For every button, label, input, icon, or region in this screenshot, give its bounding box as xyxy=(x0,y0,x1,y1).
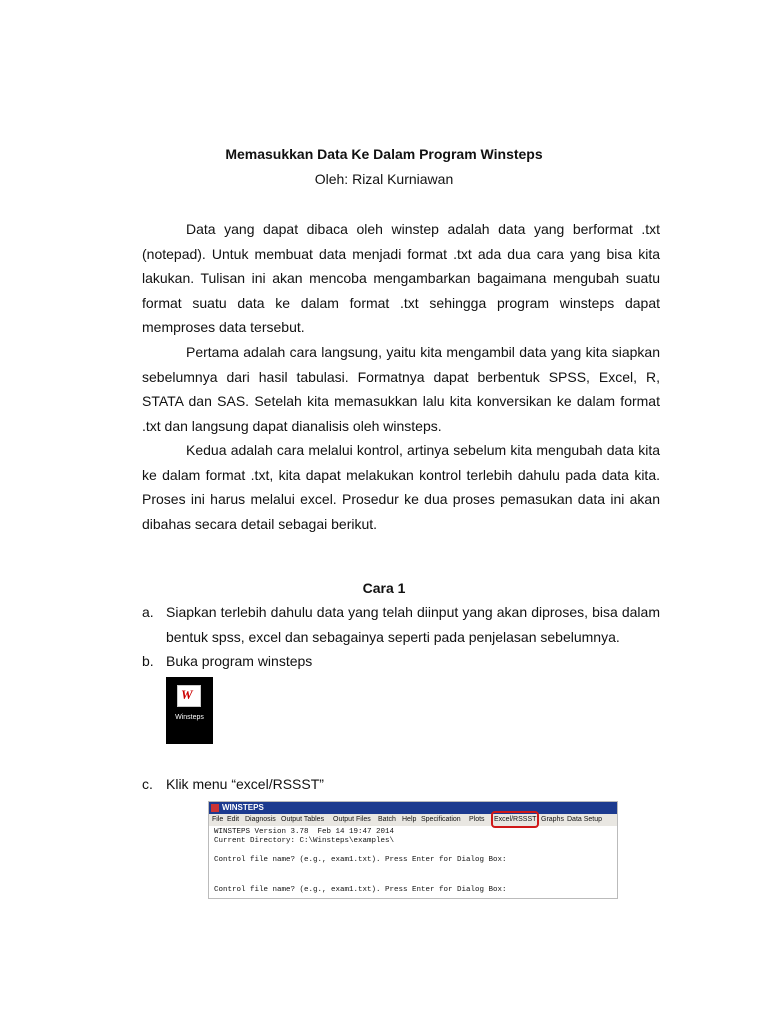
menu-specification[interactable]: Specification xyxy=(421,816,461,823)
winsteps-desktop-icon xyxy=(166,677,213,744)
menu-output-files[interactable]: Output Files xyxy=(333,816,371,823)
menu-bar xyxy=(209,814,617,826)
document-title: Memasukkan Data Ke Dalam Program Winsteps xyxy=(225,146,543,162)
console-line-prompt: Control file name? (e.g., exam1.txt). Press Enter for Dialog Box: xyxy=(214,856,507,864)
step-letter: b. xyxy=(142,653,154,669)
winsteps-screenshot xyxy=(208,801,618,899)
menu-graphs[interactable]: Graphs xyxy=(541,816,564,823)
menu-help[interactable]: Help xyxy=(402,816,417,823)
console-line-prompt: Control file name? (e.g., exam1.txt). Press Enter for Dialog Box: xyxy=(214,886,507,894)
section-title: Cara 1 xyxy=(362,580,406,596)
step-text: Buka program winsteps xyxy=(166,653,313,669)
menu-data-setup[interactable]: Data Setup xyxy=(567,816,603,823)
paragraph-1: Data yang dapat dibaca oleh winstep adalah data yang berformat .txt (notepad). Untuk membuat data menjadi format .txt ada dua cara yang bisa kita lakukan. Tulisan ini akan mencoba mengambarkan bagaimana mengubah suatu format suatu data ke dalam format .txt sehingga program winsteps dapat memproses data tersebut. xyxy=(142,221,660,335)
step-letter: a. xyxy=(142,604,154,620)
menu-output-tables[interactable]: Output Tables xyxy=(281,816,325,823)
highlight-box xyxy=(491,811,539,828)
window-titlebar xyxy=(209,802,617,814)
winsteps-app-icon: W xyxy=(177,685,201,707)
window-title: WINSTEPS xyxy=(222,803,264,812)
menu-diagnosis[interactable]: Diagnosis xyxy=(245,816,276,823)
step-letter: c. xyxy=(142,776,153,792)
paragraph-3: Kedua adalah cara melalui kontrol, artinya sebelum kita mengubah data kita ke dalam format .txt, kita dapat melakukan kontrol terlebih dahulu pada data kita. Proses ini harus melalui excel. Prosedur ke dua proses pemasukan data ini akan dibahas secara detail sebagai berikut. xyxy=(142,442,660,532)
menu-file[interactable]: File xyxy=(212,816,224,823)
icon-label: Winsteps xyxy=(175,714,204,721)
paragraph-2: Pertama adalah cara langsung, yaitu kita mengambil data yang kita siapkan sebelumnya dari hasil tabulasi. Formatnya dapat berbentuk SPSS, Excel, R, STATA dan SAS. Setelah kita memasukkan lalu kita konversikan ke dalam format .txt dan langsung dapat dianalisis oleh winsteps. xyxy=(142,344,660,434)
step-text: Siapkan terlebih dahulu data yang telah diinput yang akan diproses, bisa dalam bentuk spss, excel dan sebagainya seperti pada penjelasan sebelumnya. xyxy=(166,604,660,645)
console-line-directory: Current Directory: C:\Winsteps\examples\ xyxy=(214,837,395,845)
document-author: Oleh: Rizal Kurniawan xyxy=(314,171,454,187)
menu-edit[interactable]: Edit xyxy=(227,816,240,823)
menu-excel-rssst[interactable]: Excel/RSSST xyxy=(494,816,537,823)
console-line-version: WINSTEPS Version 3.78 Feb 14 19:47 2014 xyxy=(214,828,395,836)
app-icon xyxy=(211,804,219,812)
step-text: Klik menu “excel/RSSST” xyxy=(166,776,324,792)
menu-plots[interactable]: Plots xyxy=(469,816,485,823)
menu-batch[interactable]: Batch xyxy=(378,816,396,823)
